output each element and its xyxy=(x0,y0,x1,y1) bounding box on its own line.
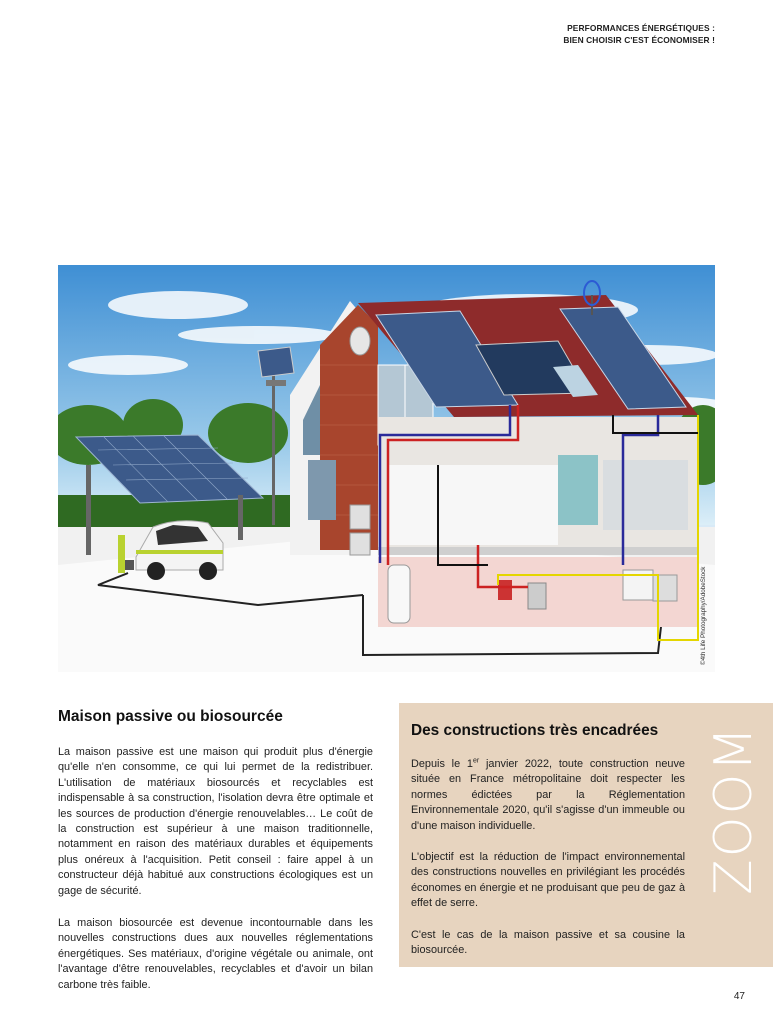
article-column xyxy=(58,708,373,1010)
zoom-content xyxy=(411,722,685,974)
zoom-p1-superscript: er xyxy=(472,757,480,765)
article-paragraph-2: La maison biosourcée est devenue incontournable dans les nouvelles constructions dues aux nouvelles réglementations énergétiques. Ses matériaux, d'origine végétale ou animale, ont l'avantage d'être renouvelables, recyclables et d'avoir un bilan carbone très faible. xyxy=(58,917,373,991)
photo-credit: ©4th Life Photography/AdobeStock xyxy=(700,566,707,665)
article-paragraph-1: La maison passive est une maison qui produit plus d'énergie qu'elle n'en consomme, ce qui lui permet de la redistribuer. L'utilisation de matériaux biosourcés et recyclables est indispensable à sa construction, l'isolation devra être optimale et les sources de production d'énergie renouvelables… Le coût de la construction est supérieur à une maison traditionnelle, notamment en raison des matériaux durables et équipements plus onéreux à l'acquisition. Petit conseil : faire appel à un constructeur déjà habitué aux constructions écologiques est un gage de sécurité. xyxy=(58,746,373,897)
running-header xyxy=(563,22,715,46)
satellite-dish xyxy=(350,327,370,355)
zoom-p1-before: Depuis le 1 xyxy=(411,758,473,770)
zoom-p1-after: janvier 2022, toute construction neuve située en France métropolitaine doit respecter les normes édictées par la Réglementation Environnementale 2020, qu'il s'agisse d'un immeuble ou d'une maison individuelle. xyxy=(411,758,685,832)
running-header-line-2: BIEN CHOISIR C'EST ÉCONOMISER ! xyxy=(563,35,715,45)
article-title: Maison passive ou biosourcée xyxy=(58,708,283,725)
zoom-title: Des constructions très encadrées xyxy=(411,722,659,739)
zoom-paragraph-3: C'est le cas de la maison passive et sa cousine la biosourcée. xyxy=(411,928,685,957)
house-illustration xyxy=(58,265,715,672)
page-number: 47 xyxy=(733,991,745,1002)
zoom-label: ZOOM xyxy=(704,724,764,895)
zoom-paragraph-1 xyxy=(411,757,685,834)
zoom-paragraph-2: L'objectif est la réduction de l'impact environnemental des constructions nouvelles en privilégiant les procédés économes en énergie et ne produisant que peu de gaz à effet de serre. xyxy=(411,851,685,910)
running-header-line-1: PERFORMANCES ÉNERGÉTIQUES : xyxy=(567,23,715,33)
passive-house-cutaway xyxy=(58,265,715,672)
